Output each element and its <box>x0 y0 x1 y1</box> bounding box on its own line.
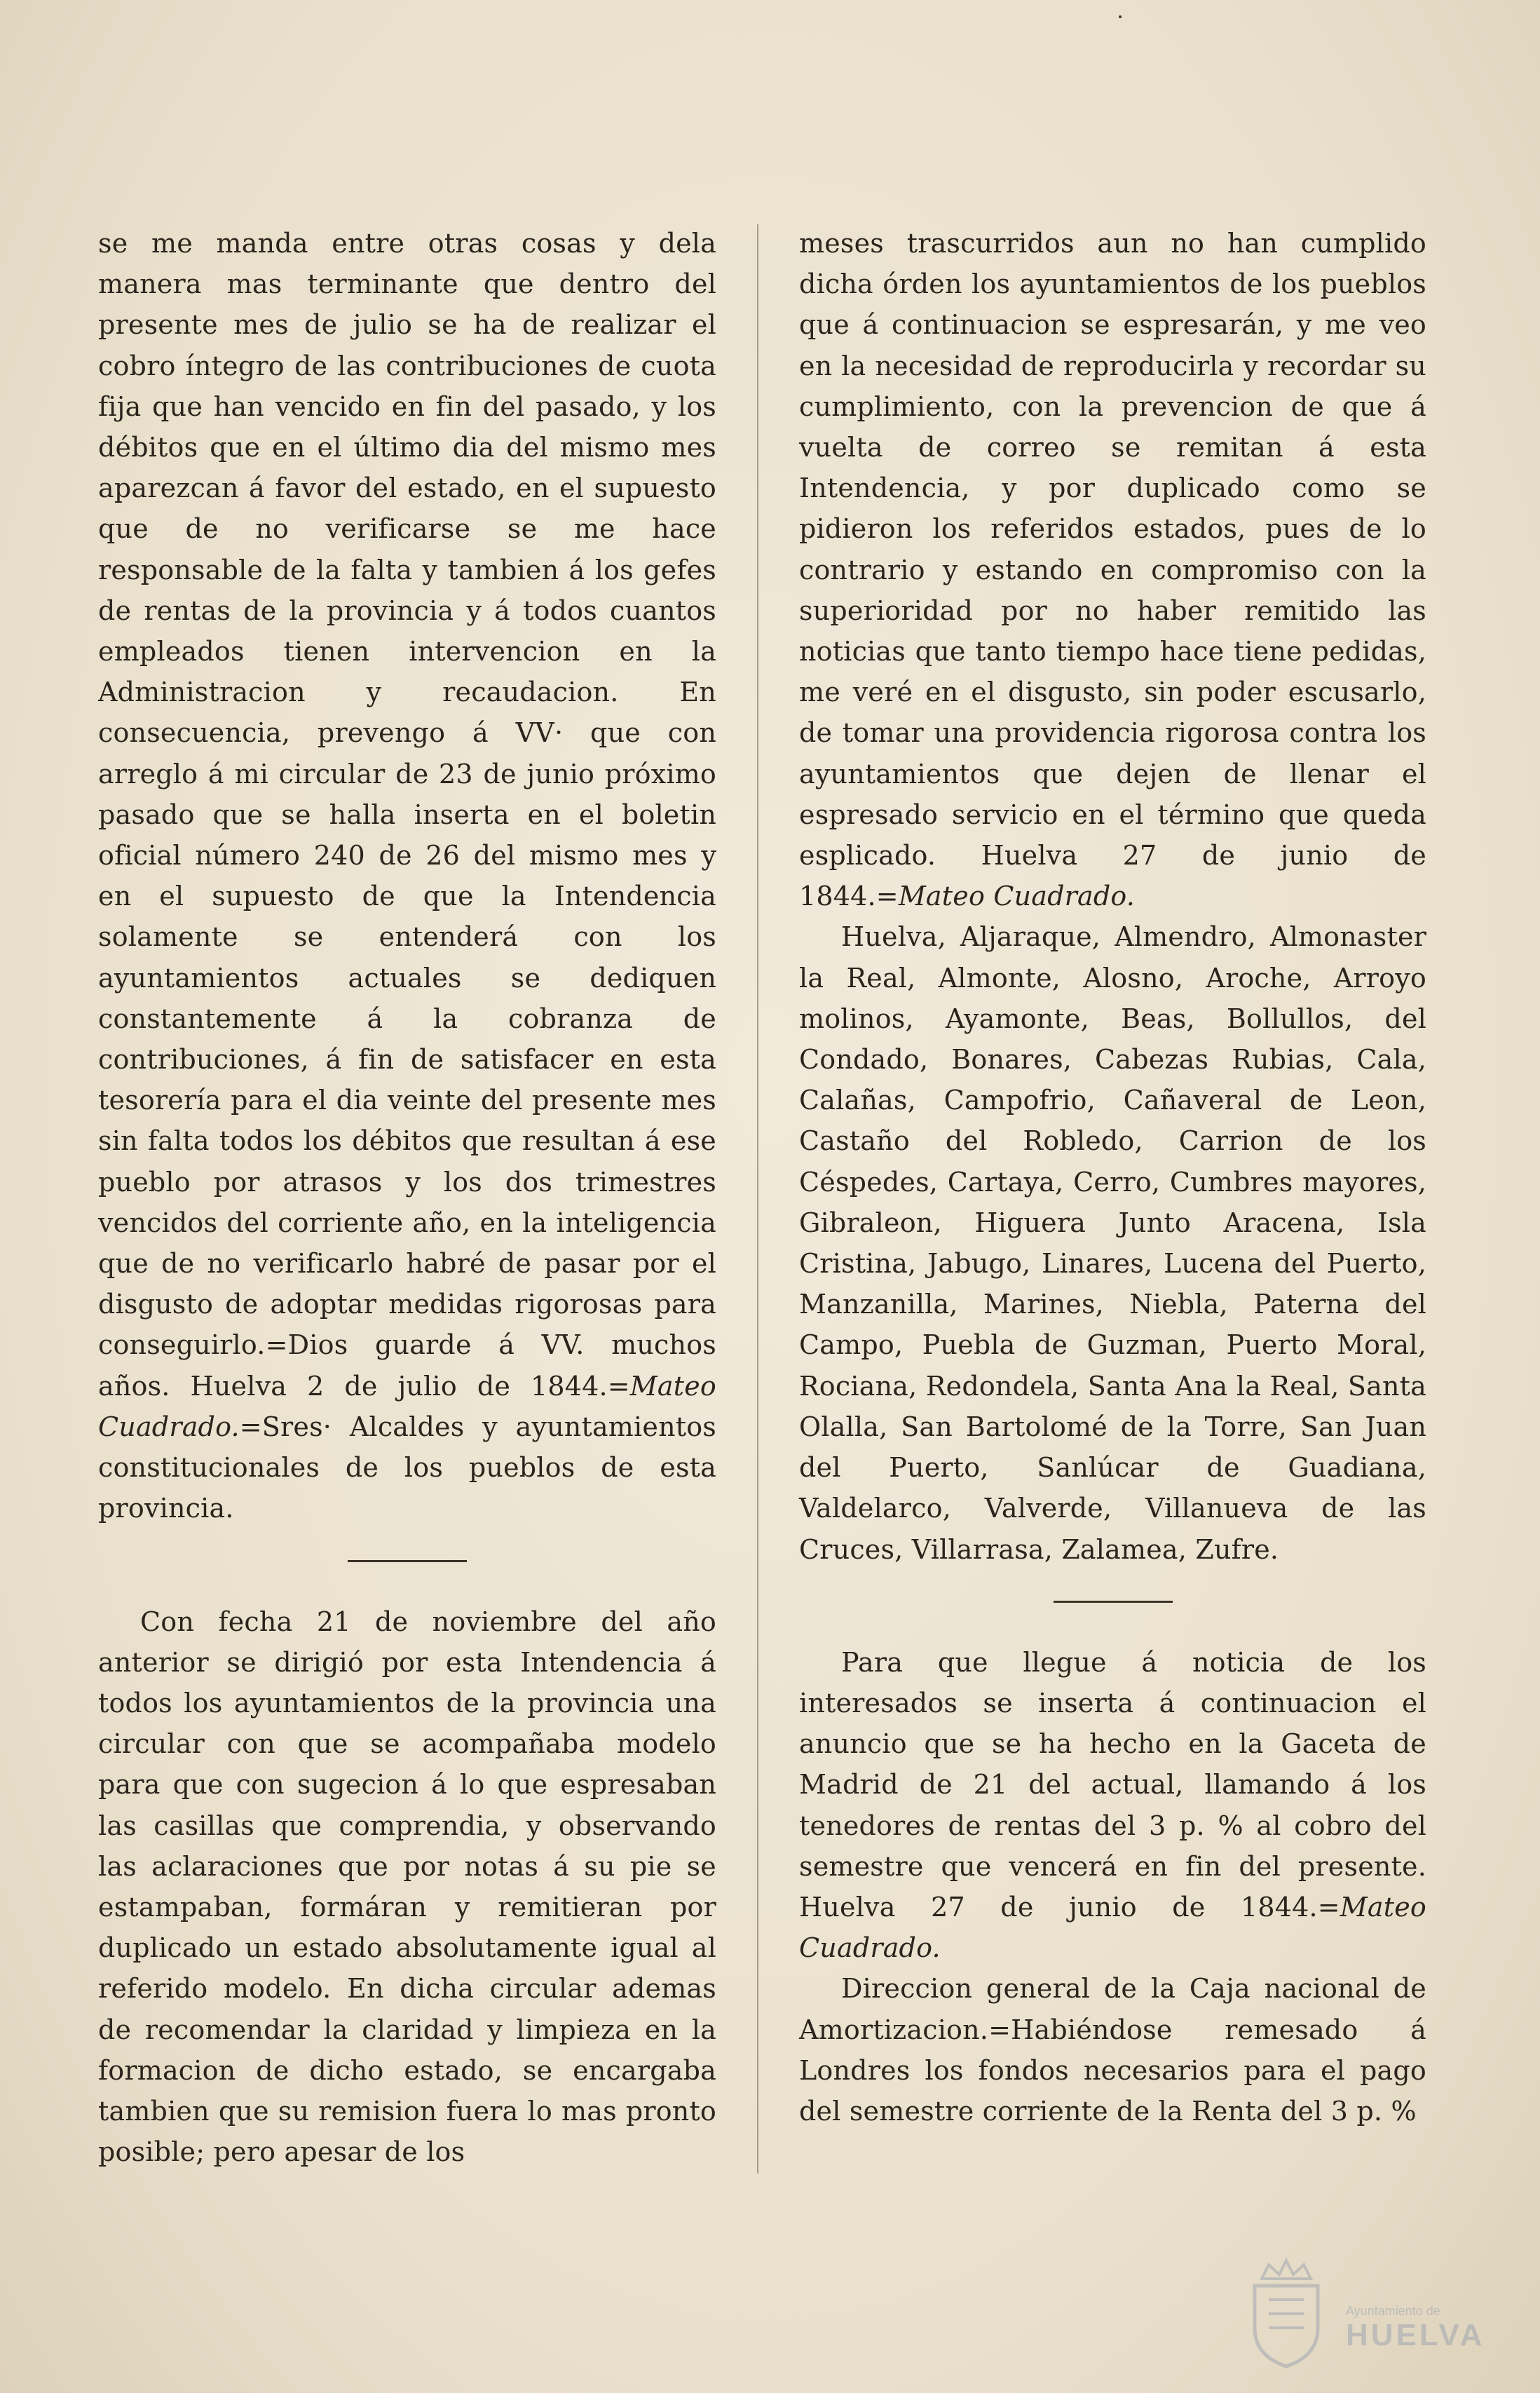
amortization-paragraph: Direccion general de la Caja nacional de Amortizacion.=Habiéndose remesado á Londres los fondos necesarios para el pago del semestre corriente de la Renta del 3 p. % <box>799 1973 1426 2127</box>
towns-list: Huelva, Aljaraque, Almendro, Almonaster la Real, Almonte, Alosno, Aroche, Arroyo molinos, Ayamonte, Beas, Bollullos, del Condado, Bonares, Cabezas Rubias, Cala, Calañas, Campofrio, Cañaveral de Leon, Castaño del Robledo, Carrion de los Céspedes, Cartaya, Cerro, Cumbres mayores, Gibraleon, Higuera Junto Aracena, Isla Cristina, Jabugo, Linares, Lucena del Puerto, Manzanilla, Marines, Niebla, Paterna del Campo, Puebla de Guzman, Puerto Moral, Rociana, Redondela, Santa Ana la Real, Santa Olalla, San Bartolomé de la Torre, San Juan del Puerto, Sanlúcar de Guadiana, Valdelarco, Valverde, Villanueva de las Cruces, Villarrasa, Zalamea, Zufre. <box>799 921 1426 1565</box>
section-rule <box>348 1560 467 1562</box>
section-rule <box>1054 1601 1173 1603</box>
ink-speck <box>1119 15 1122 18</box>
right-column <box>799 223 1426 2131</box>
watermark-caption: Ayuntamiento de <box>1346 2304 1440 2318</box>
crest-icon <box>1241 2251 1332 2370</box>
column-divider <box>757 224 758 2174</box>
signature: Mateo Cuadrado. <box>898 881 1136 912</box>
watermark-title: HUELVA <box>1346 2318 1485 2352</box>
signature: Mateo Cuadrado. <box>799 1891 1426 1964</box>
continuation-paragraph: meses trascurridos aun no han cumplido dicha órden los ayuntamientos de los pueblos que á continuacion se espresarán, y me veo en la necesidad de reproducirla y recordar su cumplimiento, con la prevencion de que á vuelta de correo se remitan á esta Intendencia, y por duplicado como se pidieron los referidos estados, pues de lo contrario y estando en compromiso con la superioridad por no haber remitido las noticias que tanto tiempo hace tiene pedidas, me veré en el disgusto, sin poder escusarlo, de tomar una providencia rigorosa contra los ayuntamientos que dejen de llenar el espresado servicio en el término que queda esplicado. Huelva 27 de junio de 1844.=Mateo Cuadrado. <box>799 228 1426 912</box>
left-column <box>98 223 716 2172</box>
notice-paragraph: Para que llegue á noticia de los interesados se inserta á continuacion el anuncio que se ha hecho en la Gaceta de Madrid de 21 del actual, llamando á los tenedores de rentas del 3 p. % al cobro del semestre que vencerá en fin del presente. Huelva 27 de junio de 1844.=Mateo Cuadrado. <box>799 1646 1426 1964</box>
november-circular-paragraph: Con fecha 21 de noviembre del año anterior se dirigió por esta Intendencia á todos los ayuntamientos de la provincia una circular con que se acompañaba modelo para que con sugecion á lo que espresaban las casillas que comprendia, y observando las aclaraciones que por notas á su pie se estampaban, formáran y remitieran por duplicado un estado absolutamente igual al referido modelo. En dicha circular ademas de recomendar la claridad y limpieza en la formacion de dicho estado, se encargaba tambien que su remision fuera lo mas pronto posible; pero apesar de los <box>98 1606 716 2168</box>
circular-paragraph: se me manda entre otras cosas y dela manera mas terminante que dentro del presente mes de julio se ha de realizar el cobro íntegro de las contribuciones de cuota fija que han vencido en fin del pasado, y los débitos que en el último dia del mismo mes aparezcan á favor del estado, en el supuesto que de no verificarse se me hace responsable de la falta y tambien á los gefes de rentas de la provincia y á todos cuantos empleados tienen intervencion en la Administracion y recaudacion. En consecuencia, prevengo á VV· que con arreglo á mi circular de 23 de junio próximo pasado que se halla inserta en el boletin oficial número 240 de 26 del mismo mes y en el supuesto de que la Intendencia solamente se entenderá con los ayuntamientos actuales se dediquen constantemente á la cobranza de contribuciones, á fin de satisfacer en esta tesorería para el dia veinte del presente mes sin falta todos los débitos que resultan á ese pueblo por atrasos y los dos trimestres vencidos del corriente año, en la inteligencia que de no verificarlo habré de pasar por el disgusto de adoptar medidas rigorosas para conseguirlo.=Dios guarde á VV. muchos años. Huelva 2 de julio de 1844.=Mateo Cuadrado.=Sres· Alcaldes y ayuntamientos constitucionales de los pueblos de esta provincia. <box>98 228 716 1524</box>
signature: Mateo Cuadrado. <box>98 1370 716 1442</box>
